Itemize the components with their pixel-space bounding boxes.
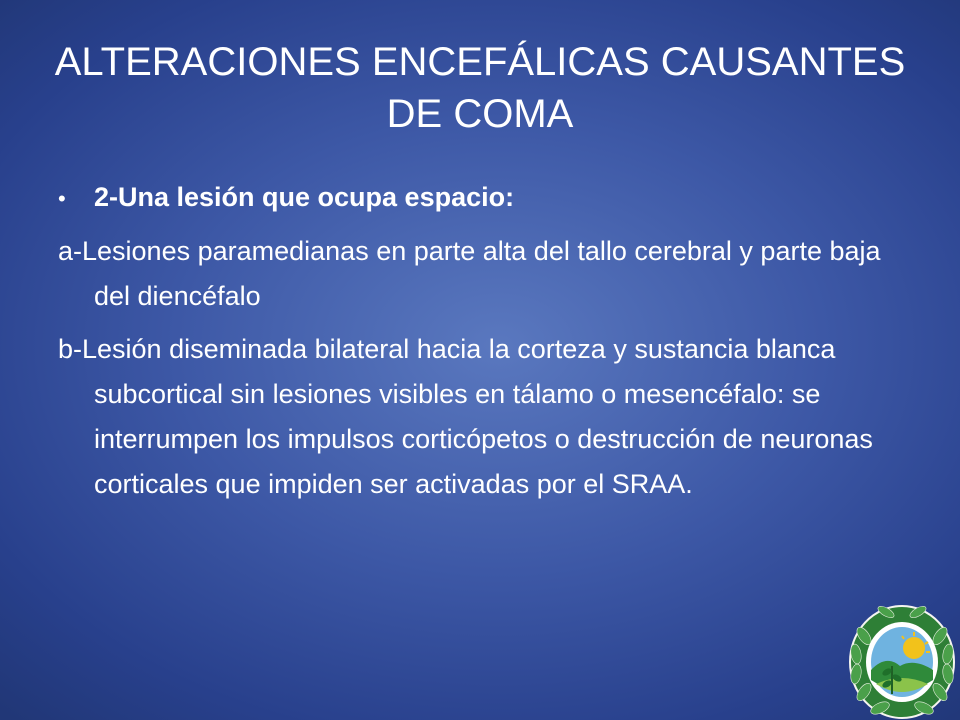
slide-body (58, 175, 888, 507)
bullet-icon: • (58, 186, 66, 211)
bullet-item (58, 175, 888, 221)
paragraph-a: a-Lesiones paramedianas en parte alta del tallo cerebral y parte baja del diencéfalo (58, 236, 881, 311)
bullet-text: 2-Una lesión que ocupa espacio: (94, 182, 515, 212)
slide-title: ALTERACIONES ENCEFÁLICAS CAUSANTES DE COMA (54, 40, 906, 136)
paragraph-b: b-Lesión diseminada bilateral hacia la corteza y sustancia blanca subcortical sin lesiones visibles en tálamo o mesencéfalo: se interrumpen los impulsos corticópetos o destrucción de neuronas corticales que impiden ser activadas por el SRAA. (58, 334, 873, 499)
laurel-seal-icon (842, 596, 960, 720)
